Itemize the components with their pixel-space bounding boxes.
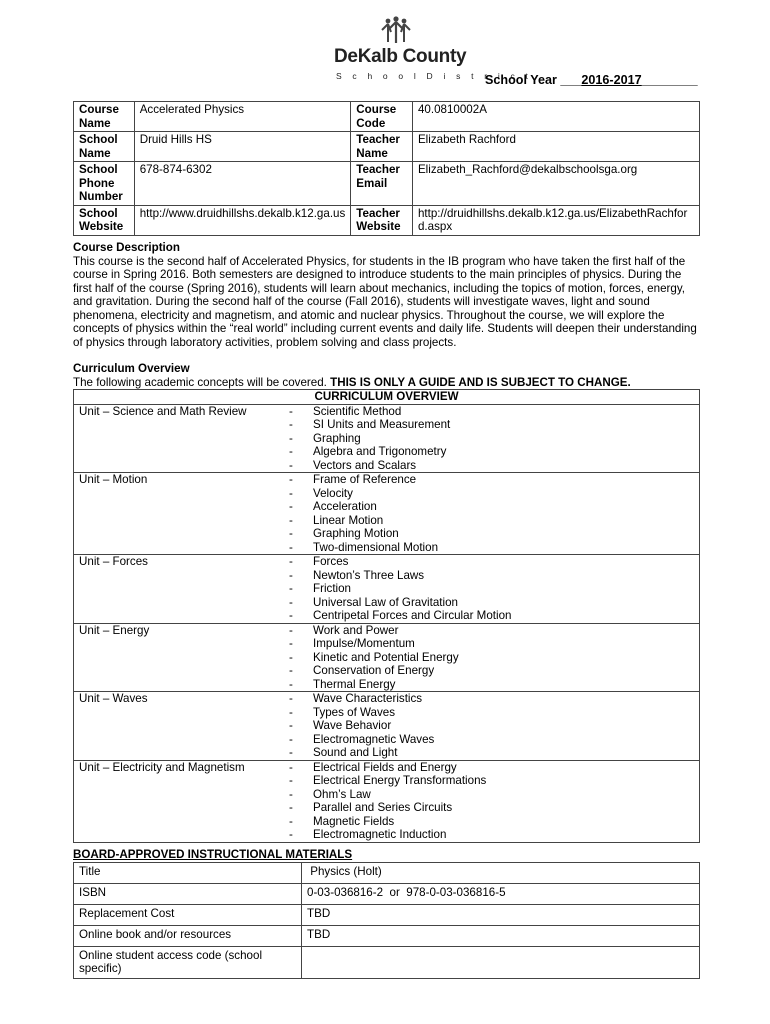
unit-topic — [289, 418, 699, 432]
unit-topic — [289, 774, 699, 788]
materials-row — [74, 862, 700, 883]
unit-name: Unit – Science and Math Review — [79, 404, 247, 418]
topic-text: Impulse/Momentum — [313, 637, 415, 650]
topic-text: Centripetal Forces and Circular Motion — [313, 609, 512, 622]
unit-topic-list — [74, 624, 699, 692]
unit-topic — [289, 445, 699, 459]
topic-text: Conservation of Energy — [313, 664, 435, 677]
school-phone: 678-874-6302 — [134, 162, 351, 206]
teacher-name: Elizabeth Rachford — [412, 132, 699, 162]
topic-text: Universal Law of Gravitation — [313, 595, 458, 609]
school-website[interactable]: http://www.druidhillshs.dekalb.k12.ga.us — [134, 205, 351, 235]
bullet-dash: - — [289, 719, 293, 732]
curriculum-unit-row — [74, 692, 700, 761]
bullet-dash: - — [289, 568, 293, 582]
bullet-dash: - — [289, 637, 293, 650]
bullet-dash: - — [289, 828, 293, 841]
unit-topic — [289, 459, 699, 473]
bullet-dash: - — [289, 692, 293, 705]
unit-topic — [289, 746, 699, 760]
unit-topic — [289, 733, 699, 747]
curriculum-unit-cell — [74, 404, 700, 473]
course-description-title: Course Description — [73, 241, 180, 254]
topic-text: Acceleration — [313, 500, 377, 513]
school-year-trail: ________ — [641, 73, 698, 87]
teacher-website-label: Teacher Website — [351, 205, 413, 235]
materials-label: Replacement Cost — [74, 904, 302, 925]
unit-name: Unit – Waves — [79, 692, 148, 705]
unit-topic — [289, 569, 699, 583]
topic-text: Kinetic and Potential Energy — [313, 650, 459, 664]
materials-label: ISBN — [74, 883, 302, 904]
curriculum-unit-row — [74, 473, 700, 555]
bullet-dash: - — [289, 801, 293, 814]
unit-topic — [289, 596, 699, 610]
bullet-dash: - — [289, 774, 293, 787]
bullet-dash: - — [289, 760, 293, 774]
unit-topic — [289, 651, 699, 665]
topic-text: Electromagnetic Waves — [313, 732, 435, 746]
course-description — [73, 241, 703, 349]
course-code-label: Course Code — [351, 102, 413, 132]
school-website-label: School Website — [74, 205, 135, 235]
school-phone-label: School Phone Number — [74, 162, 135, 206]
topic-text: Electromagnetic Induction — [313, 828, 447, 841]
curriculum-unit-row — [74, 404, 700, 473]
curriculum-overview-intro — [73, 362, 703, 389]
bullet-dash: - — [289, 418, 293, 431]
topic-text: Velocity — [313, 486, 353, 500]
unit-topic — [289, 527, 699, 541]
topic-text: Forces — [313, 555, 349, 568]
topic-text: Wave Behavior — [313, 719, 392, 732]
materials-row — [74, 946, 700, 978]
unit-topic — [289, 624, 699, 638]
bullet-dash: - — [289, 404, 293, 418]
unit-topic — [289, 788, 699, 802]
people-figures-icon — [376, 16, 416, 46]
topic-text: Electrical Fields and Energy — [313, 760, 457, 774]
materials-label: Online student access code (school specific) — [74, 946, 302, 978]
curriculum-unit-cell — [74, 760, 700, 842]
materials-title: BOARD-APPROVED INSTRUCTIONAL MATERIALS — [73, 848, 353, 861]
unit-name: Unit – Energy — [79, 623, 150, 637]
unit-topic — [289, 405, 699, 419]
topic-text: Thermal Energy — [313, 677, 396, 691]
teacher-name-label: Teacher Name — [351, 132, 413, 162]
bullet-dash: - — [289, 609, 293, 622]
unit-topic — [289, 761, 699, 775]
topic-text: Scientific Method — [313, 404, 402, 418]
materials-row — [74, 883, 700, 904]
materials-row — [74, 925, 700, 946]
unit-topic — [289, 432, 699, 446]
topic-text: Sound and Light — [313, 746, 398, 759]
school-year — [485, 73, 698, 87]
topic-text: Ohm’s Law — [313, 787, 371, 801]
curriculum-unit-row — [74, 623, 700, 692]
unit-name: Unit – Forces — [79, 555, 148, 568]
unit-topic-list — [74, 473, 699, 554]
district-logo — [326, 16, 533, 81]
unit-topic — [289, 719, 699, 733]
curriculum-unit-row — [74, 760, 700, 842]
bullet-dash: - — [289, 623, 293, 637]
bullet-dash: - — [289, 650, 293, 664]
bullet-dash: - — [289, 500, 293, 513]
curriculum-overview-table — [73, 389, 700, 843]
topic-text: Newton’s Three Laws — [313, 568, 425, 582]
topic-text: Linear Motion — [313, 513, 384, 527]
curriculum-intro-line — [73, 376, 703, 390]
topic-text: Parallel and Series Circuits — [313, 801, 453, 814]
topic-text: Electrical Energy Transformations — [313, 774, 487, 787]
unit-topic — [289, 664, 699, 678]
unit-name: Unit – Electricity and Magnetism — [79, 760, 245, 774]
course-description-text: This course is the second half of Accelerated Physics, for students in the IB program who have taken the first half of the course in Spring 2016. Both semesters are designed to introduce students to the main principles of physics. During the first half of the course (Spring 2016), students will learn about mechanics, including the topics of motion, forces, energy, and gravitation. During the second half of the course (Fall 2016), students will investigate waves, light and sound phenomena, electricity and magnetism, and atomic and nuclear physics. Throughout the course, we will explore the concepts of physics within the “real world” including current events and daily life. Students will deepen their understanding of physics through laboratory activities, problem solving and class projects. — [73, 254, 697, 349]
topic-text: Two-dimensional Motion — [313, 540, 439, 554]
materials-label: Title — [74, 862, 302, 883]
unit-topic — [289, 815, 699, 829]
curriculum-unit-cell — [74, 623, 700, 692]
bullet-dash: - — [289, 582, 293, 595]
bullet-dash: - — [289, 814, 293, 828]
bullet-dash: - — [289, 555, 293, 568]
materials-row — [74, 904, 700, 925]
topic-text: Work and Power — [313, 623, 399, 637]
unit-topic — [289, 801, 699, 815]
course-name-label: Course Name — [74, 102, 135, 132]
course-name: Accelerated Physics — [134, 102, 351, 132]
topic-text: Graphing — [313, 431, 361, 445]
topic-text: Vectors and Scalars — [313, 458, 417, 472]
materials-label: Online book and/or resources — [74, 925, 302, 946]
course-code: 40.0810002A — [412, 102, 699, 132]
bullet-dash: - — [289, 732, 293, 746]
school-name-label: School Name — [74, 132, 135, 162]
bullet-dash: - — [289, 746, 293, 759]
curriculum-overview-title: Curriculum Overview — [73, 362, 190, 375]
topic-text: Wave Characteristics — [313, 692, 423, 705]
teacher-email-label: Teacher Email — [351, 162, 413, 206]
unit-topic — [289, 609, 699, 623]
unit-topic-list — [74, 692, 699, 760]
curriculum-unit-cell — [74, 692, 700, 761]
bullet-dash: - — [289, 705, 293, 719]
bullet-dash: - — [289, 486, 293, 500]
materials-table — [73, 862, 700, 979]
bullet-dash: - — [289, 445, 293, 458]
unit-topic — [289, 514, 699, 528]
unit-topic-list — [74, 555, 699, 623]
school-year-value: 2016-2017 — [581, 73, 642, 87]
materials-value: 0-03-036816-2 or 978-0-03-036816-5 — [302, 883, 700, 904]
unit-topic — [289, 582, 699, 596]
curriculum-unit-cell — [74, 473, 700, 555]
materials-value: TBD — [302, 925, 700, 946]
district-subtitle: S c h o o l D i s t r i c t — [336, 71, 533, 81]
bullet-dash: - — [289, 664, 293, 677]
bullet-dash: - — [289, 473, 293, 486]
unit-topic — [289, 637, 699, 651]
unit-topic — [289, 706, 699, 720]
unit-topic — [289, 473, 699, 487]
curriculum-unit-row — [74, 555, 700, 624]
school-name: Druid Hills HS — [134, 132, 351, 162]
topic-text: Frame of Reference — [313, 473, 417, 486]
topic-text: Graphing Motion — [313, 527, 399, 540]
unit-topic — [289, 828, 699, 842]
district-name: DeKalb County — [334, 46, 467, 67]
unit-topic — [289, 487, 699, 501]
topic-text: SI Units and Measurement — [313, 418, 451, 431]
curriculum-table-header: CURRICULUM OVERVIEW — [74, 390, 700, 405]
course-info-table — [73, 101, 700, 236]
bullet-dash: - — [289, 431, 293, 445]
unit-topic — [289, 500, 699, 514]
topic-text: Types of Waves — [313, 705, 396, 719]
unit-topic — [289, 555, 699, 569]
topic-text: Algebra and Trigonometry — [313, 445, 447, 458]
curriculum-intro-text: The following academic concepts will be covered. — [73, 375, 331, 389]
teacher-email[interactable]: Elizabeth_Rachford@dekalbschoolsga.org — [412, 162, 699, 206]
bullet-dash: - — [289, 458, 293, 472]
bullet-dash: - — [289, 677, 293, 691]
unit-topic — [289, 692, 699, 706]
teacher-website[interactable]: http://druidhillshs.dekalb.k12.ga.us/ElizabethRachford.aspx — [412, 205, 699, 235]
unit-topic — [289, 541, 699, 555]
unit-topic — [289, 678, 699, 692]
materials-value — [302, 946, 700, 978]
unit-name: Unit – Motion — [79, 473, 148, 486]
materials-value: Physics (Holt) — [302, 862, 700, 883]
curriculum-unit-cell — [74, 555, 700, 624]
curriculum-warning: THIS IS ONLY A GUIDE AND IS SUBJECT TO CHANGE. — [330, 375, 631, 389]
topic-text: Friction — [313, 582, 352, 595]
bullet-dash: - — [289, 595, 293, 609]
materials-value: TBD — [302, 904, 700, 925]
school-year-label: School Year ___ — [485, 73, 582, 87]
instructional-materials — [73, 848, 703, 979]
topic-text: Magnetic Fields — [313, 814, 395, 828]
bullet-dash: - — [289, 787, 293, 801]
bullet-dash: - — [289, 527, 293, 540]
bullet-dash: - — [289, 540, 293, 554]
bullet-dash: - — [289, 513, 293, 527]
